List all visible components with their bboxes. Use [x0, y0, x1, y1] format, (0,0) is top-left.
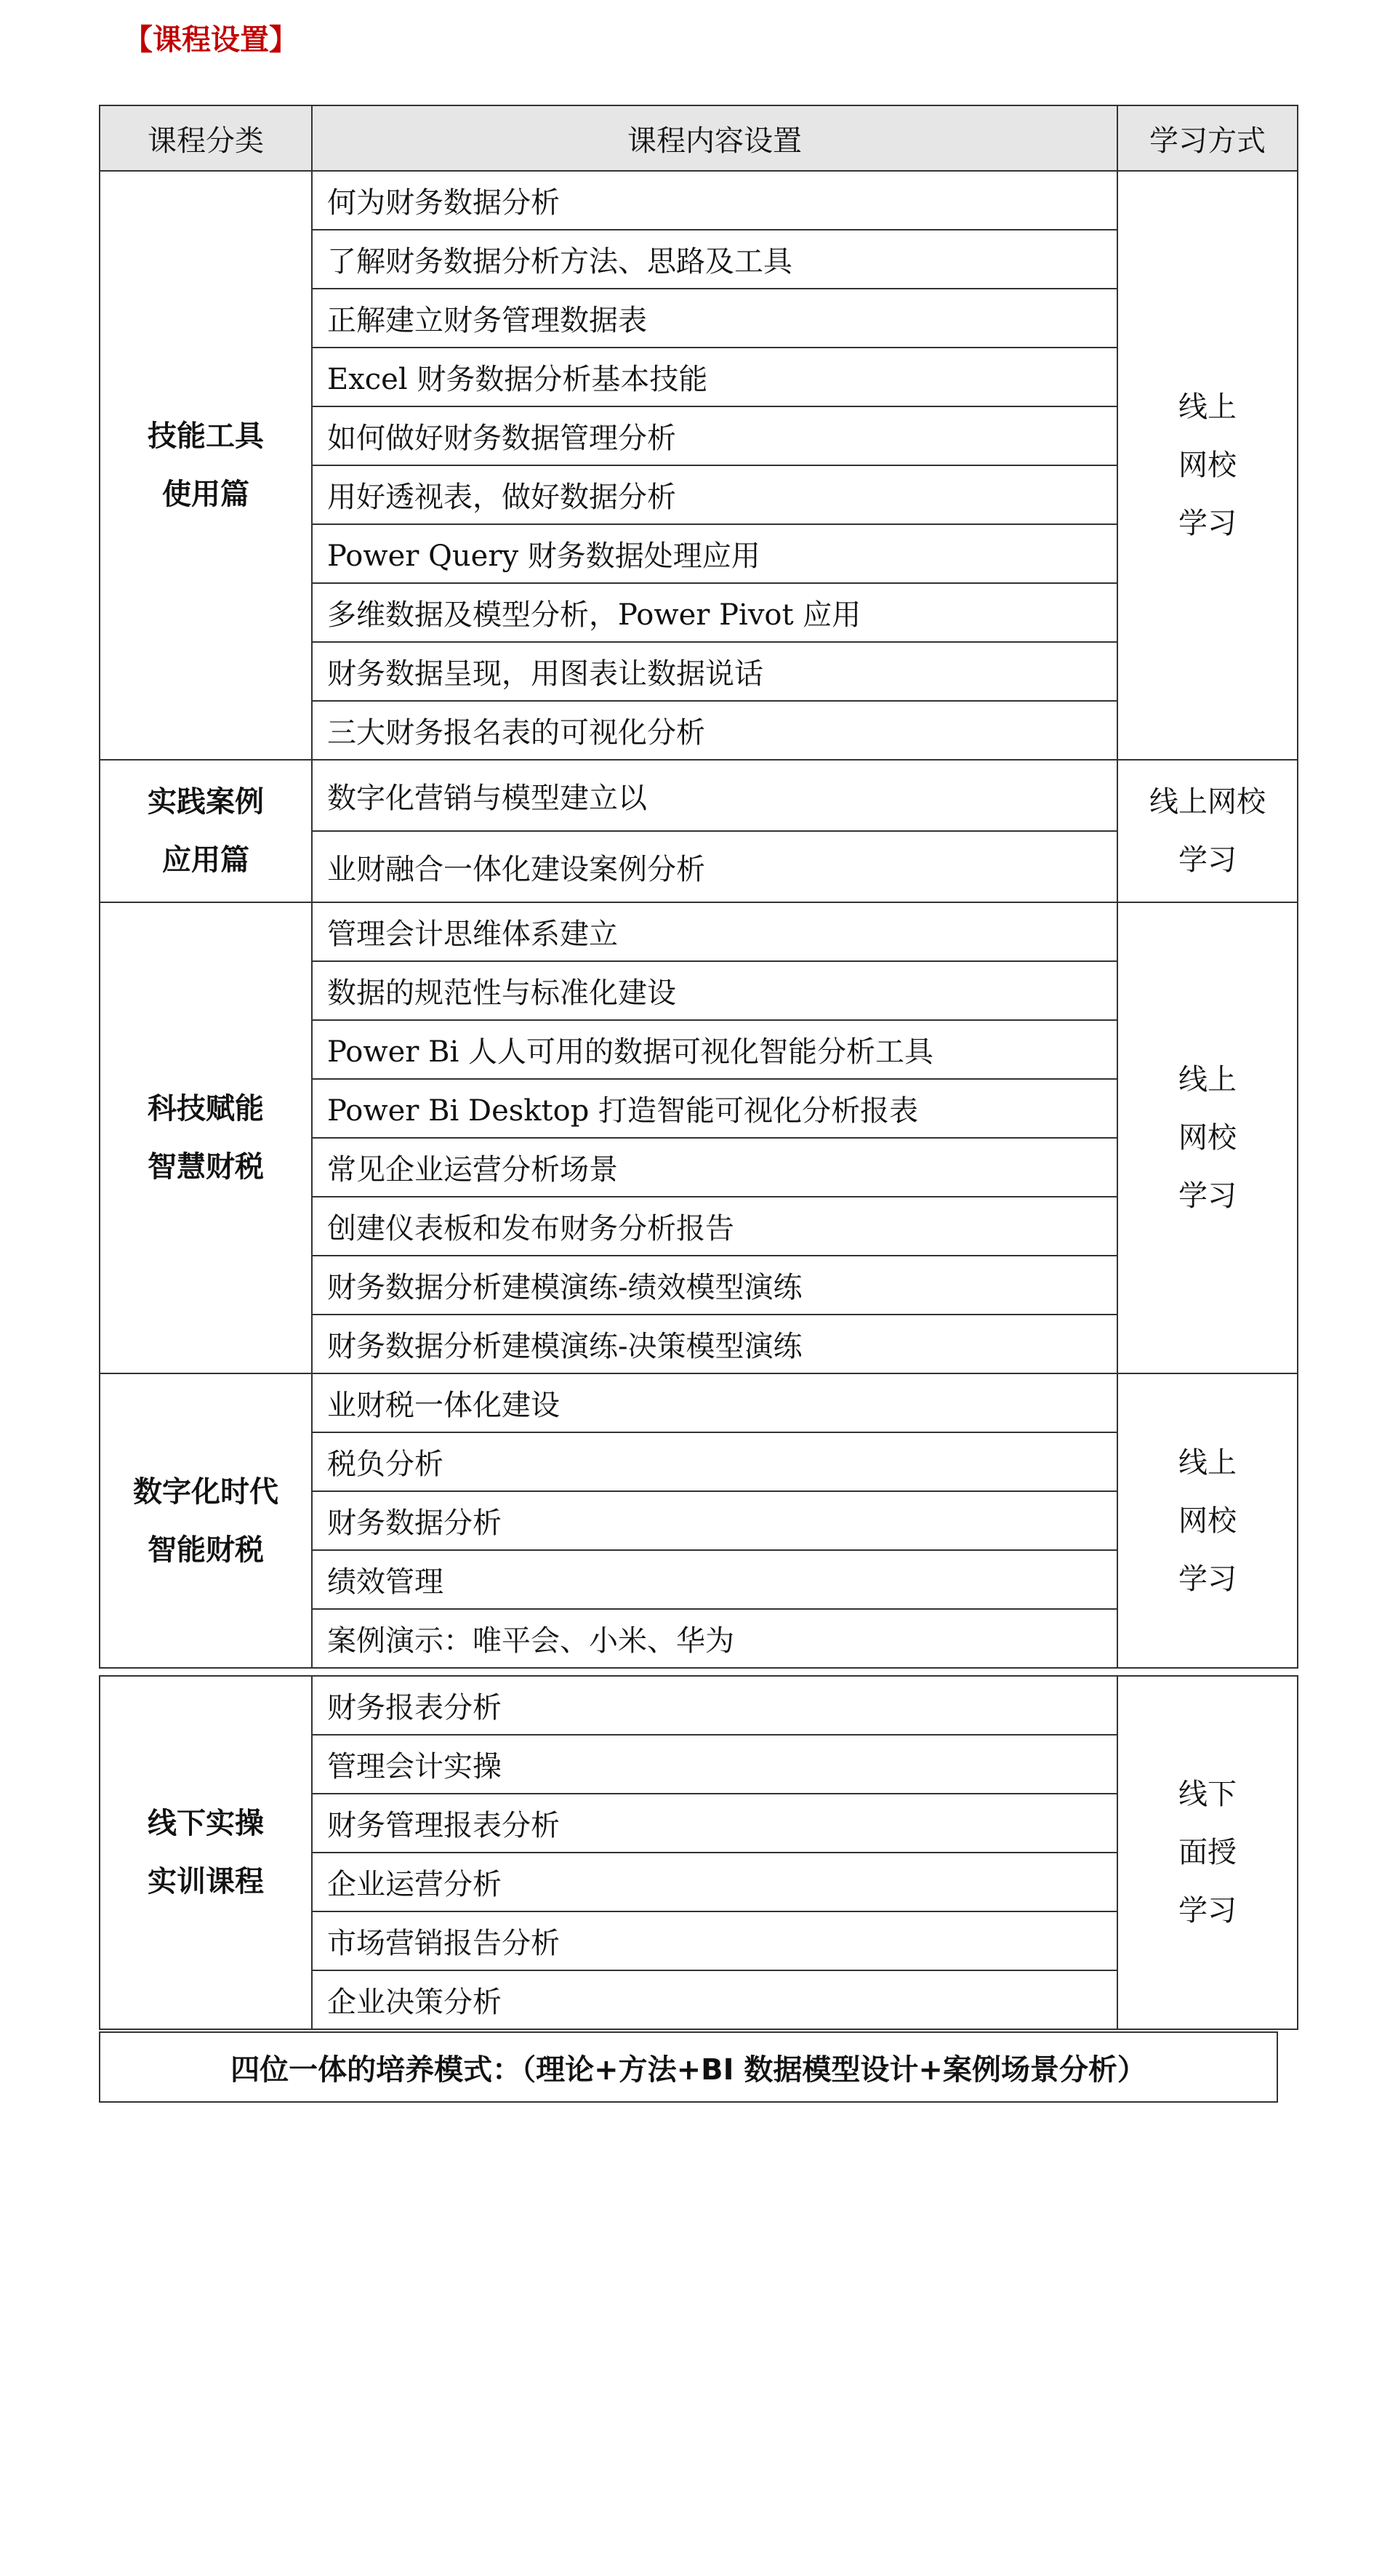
course-item: 三大财务报名表的可视化分析 [312, 701, 1117, 760]
learning-mode-line: 线上 [1178, 1445, 1237, 1480]
learning-mode-cell [1117, 1373, 1298, 1668]
learning-mode-line: 网校 [1178, 449, 1237, 482]
course-item: 财务数据呈现，用图表让数据说话 [312, 642, 1117, 701]
course-item: 用好透视表，做好数据分析 [312, 465, 1117, 524]
category-cell [100, 902, 312, 1373]
course-item: 了解财务数据分析方法、思路及工具 [312, 230, 1117, 289]
category-line: 实践案例 [148, 785, 264, 819]
learning-mode-line: 学习 [1178, 1562, 1237, 1596]
course-item: 企业决策分析 [312, 1970, 1117, 2029]
category-line: 科技赋能 [148, 1092, 264, 1126]
learning-mode-cell [1117, 1676, 1298, 2029]
course-row [100, 1676, 1298, 1735]
course-row [100, 760, 1298, 831]
training-mode-note: 四位一体的培养模式：（理论+方法+BI 数据模型设计+案例场景分析） [100, 2032, 1277, 2102]
category-cell [100, 1373, 312, 1668]
course-item: 多维数据及模型分析，Power Pivot 应用 [312, 583, 1117, 642]
category-cell [100, 760, 312, 902]
course-item: 如何做好财务数据管理分析 [312, 406, 1117, 465]
course-item: 绩效管理 [312, 1550, 1117, 1609]
course-row [100, 171, 1298, 230]
course-item: 财务管理报表分析 [312, 1794, 1117, 1853]
category-line: 实训课程 [148, 1865, 264, 1898]
course-item: 业财税一体化建设 [312, 1373, 1117, 1432]
footer-row [100, 2032, 1277, 2102]
category-line: 智慧财税 [148, 1150, 264, 1184]
course-row [100, 1373, 1298, 1432]
course-item: 财务数据分析 [312, 1491, 1117, 1550]
learning-mode-cell [1117, 171, 1298, 760]
offline-course-table [99, 1675, 1298, 2030]
learning-mode-line: 线上网校 [1149, 785, 1266, 819]
category-line: 智能财税 [148, 1533, 264, 1567]
header-mode: 学习方式 [1117, 105, 1298, 171]
course-item: 市场营销报告分析 [312, 1911, 1117, 1970]
course-item: 数据的规范性与标准化建设 [312, 961, 1117, 1020]
course-item: 正解建立财务管理数据表 [312, 289, 1117, 348]
learning-mode-cell [1117, 760, 1298, 902]
course-item: 数字化营销与模型建立以 [312, 760, 1117, 831]
learning-mode-line: 学习 [1178, 843, 1237, 877]
course-item: 财务数据分析建模演练-决策模型演练 [312, 1315, 1117, 1373]
category-line: 线下实操 [148, 1807, 264, 1840]
category-line: 应用篇 [162, 843, 249, 877]
learning-mode-cell [1117, 902, 1298, 1373]
learning-mode-line: 线上 [1178, 1063, 1237, 1096]
course-item: 创建仪表板和发布财务分析报告 [312, 1197, 1117, 1256]
section-title: 【课程设置】 [124, 23, 298, 57]
course-item: Power Bi Desktop 打造智能可视化分析报表 [312, 1079, 1117, 1138]
category-line: 使用篇 [162, 478, 249, 511]
learning-mode-line: 学习 [1178, 507, 1237, 540]
course-item: 何为财务数据分析 [312, 171, 1117, 230]
offline-course-table-body [100, 1676, 1298, 2029]
course-item: 财务报表分析 [312, 1676, 1117, 1735]
category-cell [100, 171, 312, 760]
course-table [99, 105, 1298, 1669]
category-line: 数字化时代 [133, 1474, 278, 1509]
course-item: 管理会计思维体系建立 [312, 902, 1117, 961]
course-item: 管理会计实操 [312, 1735, 1117, 1794]
footer-table [99, 2031, 1278, 2103]
category-line: 技能工具 [148, 420, 264, 453]
course-item: 常见企业运营分析场景 [312, 1138, 1117, 1197]
header-row [100, 105, 1298, 171]
header-category: 课程分类 [100, 105, 312, 171]
course-item: 企业运营分析 [312, 1853, 1117, 1911]
learning-mode-line: 线下 [1178, 1778, 1237, 1811]
learning-mode-line: 学习 [1178, 1894, 1237, 1927]
course-item: 财务数据分析建模演练-绩效模型演练 [312, 1256, 1117, 1315]
learning-mode-line: 面授 [1178, 1836, 1237, 1869]
learning-mode-line: 学习 [1178, 1179, 1237, 1213]
course-row [100, 902, 1298, 961]
category-cell [100, 1676, 312, 2029]
course-item: Power Bi 人人可用的数据可视化智能分析工具 [312, 1020, 1117, 1079]
learning-mode-line: 网校 [1178, 1504, 1237, 1538]
learning-mode-line: 线上 [1178, 390, 1237, 424]
course-item: 税负分析 [312, 1432, 1117, 1491]
course-item: 案例演示：唯平会、小米、华为 [312, 1609, 1117, 1668]
course-item: Excel 财务数据分析基本技能 [312, 348, 1117, 406]
course-item: 业财融合一体化建设案例分析 [312, 831, 1117, 902]
course-table-body [100, 171, 1298, 1668]
learning-mode-line: 网校 [1178, 1121, 1237, 1155]
header-content: 课程内容设置 [312, 105, 1117, 171]
course-item: Power Query 财务数据处理应用 [312, 524, 1117, 583]
